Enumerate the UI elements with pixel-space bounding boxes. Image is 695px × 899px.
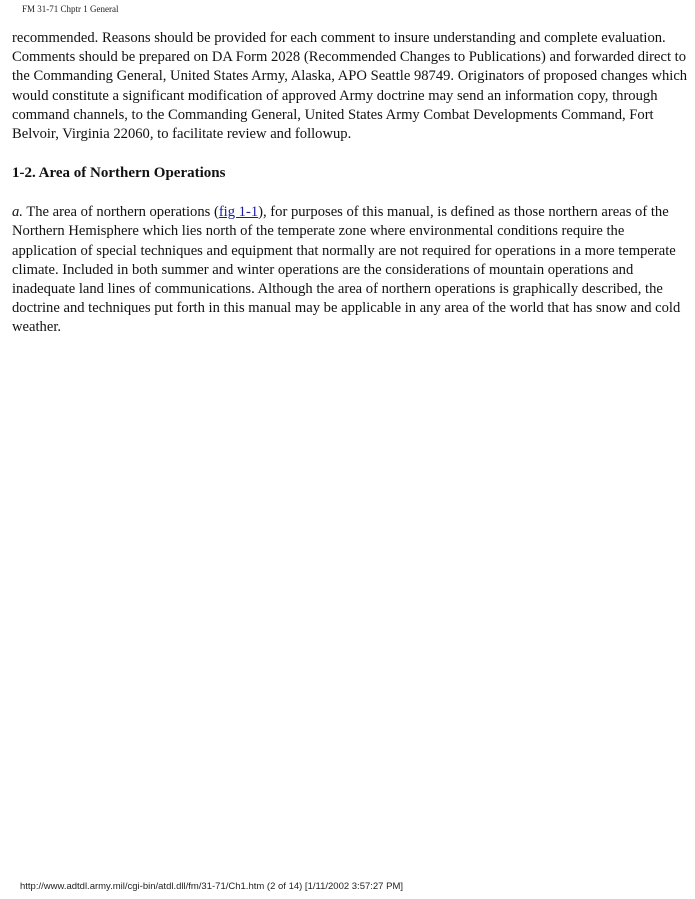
intro-paragraph: recommended. Reasons should be provided for each comment to insure understanding and complete evaluation. Comments should be prepared on DA Form 2028 (Recommended Changes to Publications) and forwarded direct to the Commanding General, United States Army, Alaska, APO Seattle 98749. Originators of proposed changes which would constitute a significant modification of approved Army doctrine may send an information copy, through command channels, to the Commanding General, United States Army Combat Developments Command, Fort Belvoir, Virginia 22060, to facilitate review and followup. [12, 30, 688, 143]
section-heading: 1-2. Area of Northern Operations [12, 165, 226, 182]
paragraph-a [12, 203, 688, 337]
page-header-title: FM 31-71 Chptr 1 General [22, 4, 119, 14]
paragraph-a-text-start: The area of northern operations ( [22, 204, 219, 221]
figure-1-1-link[interactable]: fig 1-1 [218, 204, 259, 221]
page-footer-source: http://www.adtdl.army.mil/cgi-bin/atdl.dll/fm/31-71/Ch1.htm (2 of 14) [1/11/2002 3:57:27 PM] [20, 881, 403, 892]
document-body [12, 29, 688, 338]
paragraph-a-text-end: ), for purposes of this manual, is defined as those northern areas of the Northern Hemisphere which lies north of the temperate zone where environmental conditions require the application of special techniques and equipment that normally are not required for operations in a more temperate climate. Included in both summer and winter operations are the considerations of mountain operations and inadequate land lines of communications. Although the area of northern operations is graphically described, the doctrine and techniques put forth in this manual may be applicable in any area of the world that has snow and cold weather. [12, 204, 681, 336]
paragraph-letter: a. [12, 204, 23, 221]
